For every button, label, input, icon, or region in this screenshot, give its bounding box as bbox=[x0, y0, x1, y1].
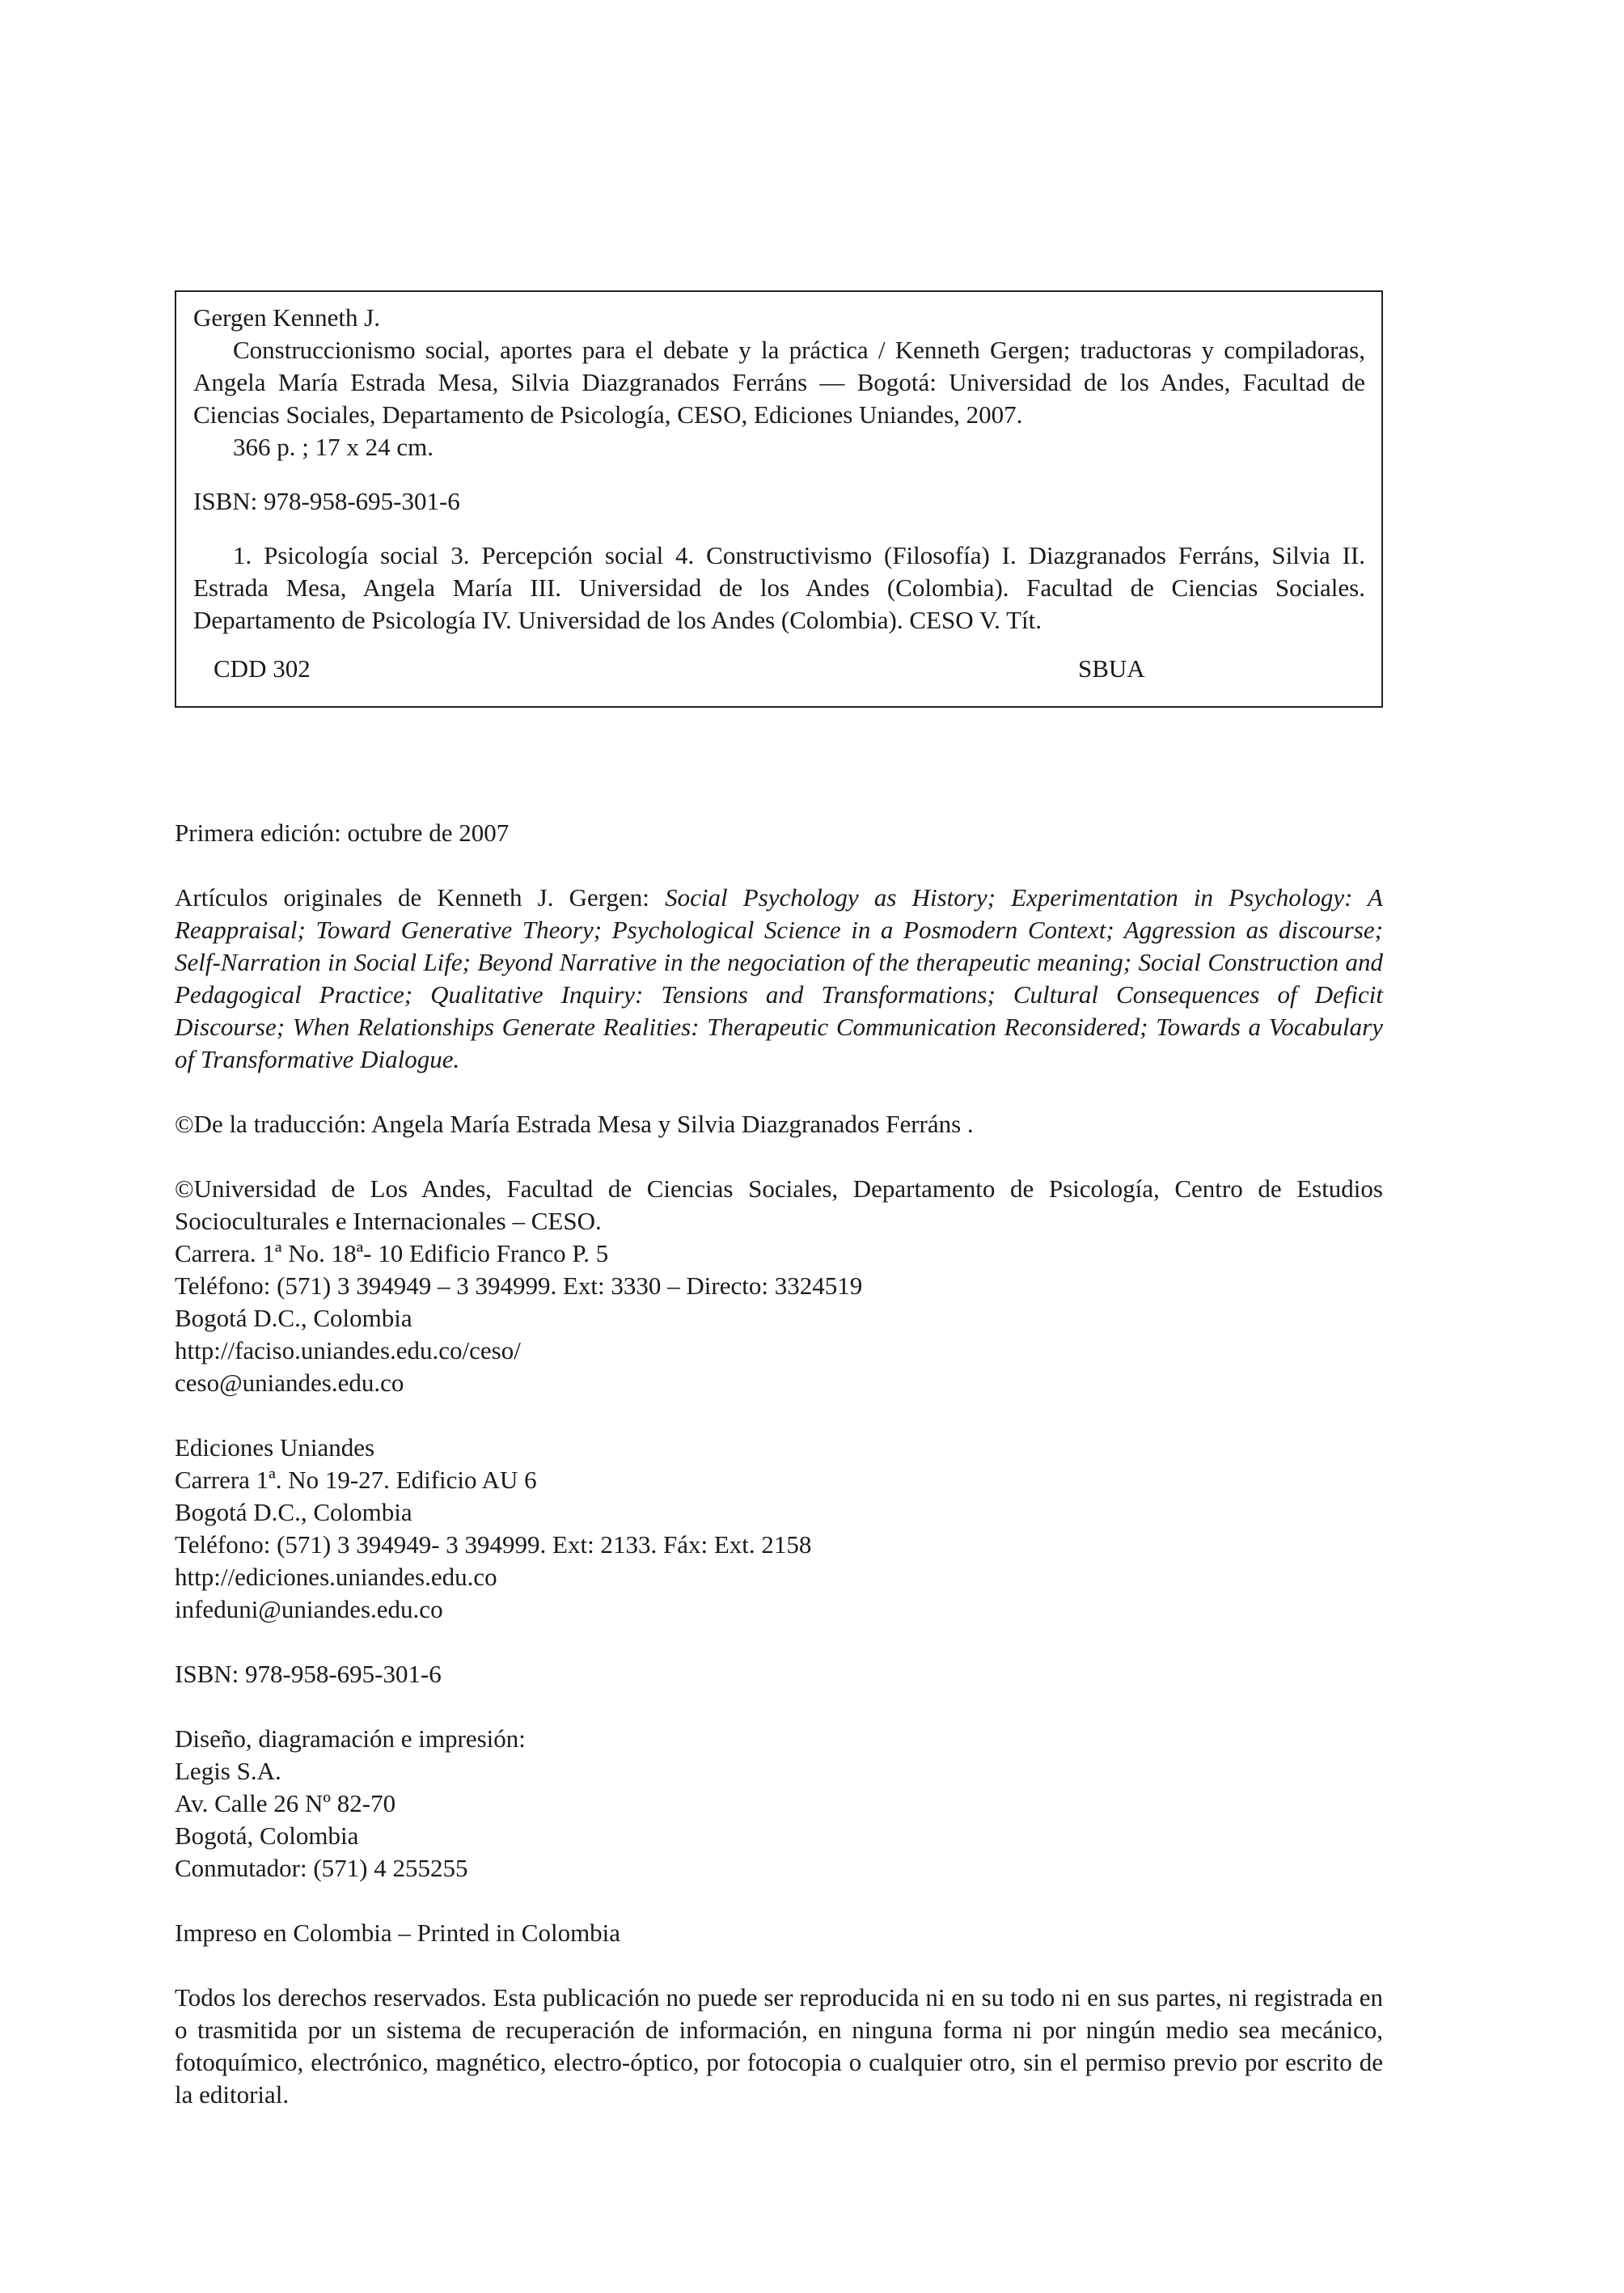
catalog-description: Construccionismo social, aportes para el debate y la práctica / Kenneth Gergen; traductoras y compiladoras, Angela María Estrada Mesa, Silvia Diazgranados Ferráns — Bogotá: Universidad de los Andes, Facultad de Ciencias Sociales, Departamento de Psicología, CESO, Ediciones Uniandes, 2007. bbox=[193, 336, 1365, 429]
edition-line: Primera edición: octubre de 2007 bbox=[175, 819, 510, 847]
printer-phone: Conmutador: (571) 4 255255 bbox=[175, 1854, 468, 1882]
translation-copyright: ©De la traducción: Angela María Estrada Mesa y Silvia Diazgranados Ferráns . bbox=[175, 1110, 974, 1138]
original-articles-titles: Social Psychology as History; Experimentation in Psychology: A Reappraisal; Toward Generative Theory; Psychological Science in a Posmodern Context; Aggression as discourse; Self-Narration in Social Life; Beyond Narrative in the negociation of the therapeutic meaning; Social Construction and Pedagogical Practice; Qualitative Inquiry: Tensions and Transformations; Cultural Consequences of Deficit Discourse; When Relationships Generate Realities: Therapeutic Communication Reconsidered; Towards a Vocabulary of Transformative Dialogue. bbox=[175, 883, 1383, 1073]
isbn-line: ISBN: 978-958-695-301-6 bbox=[175, 1660, 442, 1688]
ediciones-block bbox=[175, 1432, 1383, 1626]
ediciones-city: Bogotá D.C., Colombia bbox=[175, 1498, 412, 1526]
catalog-cdd: CDD 302 bbox=[214, 654, 311, 683]
ediciones-address: Carrera 1ª. No 19-27. Edificio AU 6 bbox=[175, 1466, 537, 1494]
ceso-address: Carrera. 1ª No. 18ª- 10 Edificio Franco P. 5 bbox=[175, 1239, 609, 1267]
catalog-pages: 366 p. ; 17 x 24 cm. bbox=[233, 433, 433, 461]
catalog-isbn: ISBN: 978-958-695-301-6 bbox=[193, 487, 460, 515]
printer-name: Legis S.A. bbox=[175, 1757, 281, 1785]
catalog-subjects: 1. Psicología social 3. Percepción social 4. Constructivismo (Filosofía) I. Diazgranados Ferráns, Silvia II. Estrada Mesa, Angela María III. Universidad de los Andes (Colombia). Facultad de Ciencias Sociales. Departamento de Psicología IV. Universidad de los Andes (Colombia). CESO V. Tít. bbox=[193, 541, 1365, 634]
ceso-copyright: ©Universidad de Los Andes, Facultad de Ciencias Sociales, Departamento de Psicología, Centro de Estudios Socioculturales e Internacionales – CESO. bbox=[175, 1174, 1383, 1235]
printed-in-line: Impreso en Colombia – Printed in Colombia bbox=[175, 1919, 621, 1947]
ceso-email: ceso@uniandes.edu.co bbox=[175, 1369, 404, 1397]
printer-block bbox=[175, 1723, 1383, 1885]
printer-heading: Diseño, diagramación e impresión: bbox=[175, 1724, 526, 1753]
copyright-page-body bbox=[175, 817, 1383, 2111]
original-articles-intro: Artículos originales de Kenneth J. Gergen: bbox=[175, 883, 666, 912]
printer-city: Bogotá, Colombia bbox=[175, 1821, 359, 1850]
ediciones-email: infeduni@uniandes.edu.co bbox=[175, 1595, 443, 1623]
ediciones-url: http://ediciones.uniandes.edu.co bbox=[175, 1563, 497, 1591]
catalog-author: Gergen Kenneth J. bbox=[193, 303, 381, 332]
rights-notice: Todos los derechos reservados. Esta publicación no puede ser reproducida ni en su todo ni en sus partes, ni registrada en o trasmitida por un sistema de recuperación de información, en ninguna forma ni por ningún medio sea mecánico, fotoquímico, electrónico, magnético, electro-óptico, por fotocopia o cualquier otro, sin el permiso previo por escrito de la editorial. bbox=[175, 1983, 1383, 2109]
ceso-url: http://faciso.uniandes.edu.co/ceso/ bbox=[175, 1336, 521, 1364]
ceso-city: Bogotá D.C., Colombia bbox=[175, 1304, 412, 1332]
catalog-classification-row bbox=[193, 653, 1365, 685]
ceso-block bbox=[175, 1173, 1383, 1399]
catalog-record-box bbox=[175, 290, 1383, 708]
printer-address: Av. Calle 26 Nº 82-70 bbox=[175, 1789, 396, 1817]
ediciones-name: Ediciones Uniandes bbox=[175, 1433, 375, 1462]
ceso-phone: Teléfono: (571) 3 394949 – 3 394999. Ext: 3330 – Directo: 3324519 bbox=[175, 1271, 863, 1300]
original-articles bbox=[175, 882, 1383, 1076]
ediciones-phone: Teléfono: (571) 3 394949- 3 394999. Ext: 2133. Fáx: Ext. 2158 bbox=[175, 1530, 812, 1559]
catalog-sbua: SBUA bbox=[1078, 654, 1145, 683]
